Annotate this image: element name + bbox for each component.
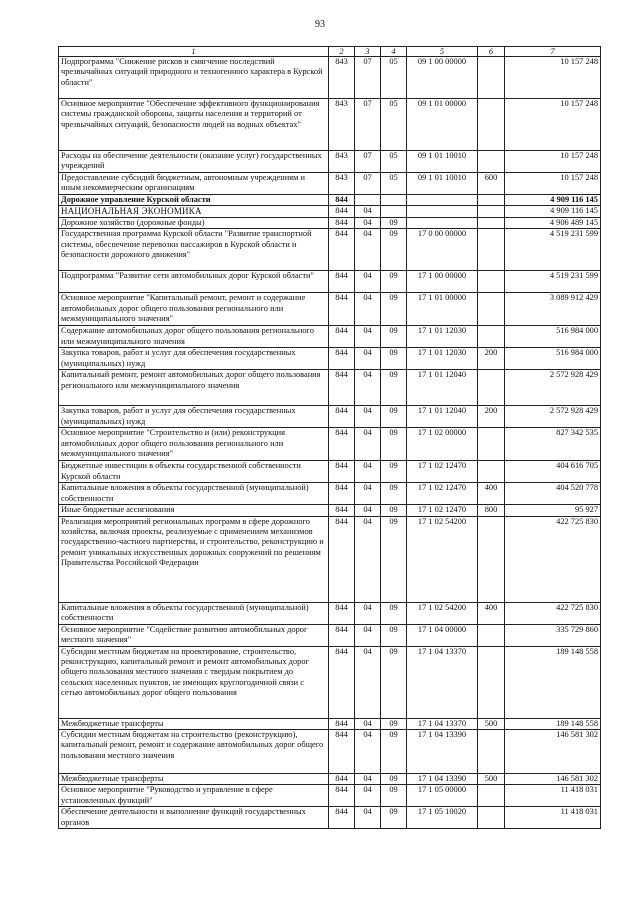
row-target-article: 17 1 01 12030 xyxy=(407,326,478,348)
table-body xyxy=(59,57,601,829)
row-chapter-code: 844 xyxy=(329,730,355,774)
table-row xyxy=(59,516,601,602)
row-name: Подпрограмма "Снижение рисков и смягчение последствий чрезвычайных ситуаций природного и техногенного характера в Курской области" xyxy=(59,57,329,99)
row-expense-type xyxy=(478,370,505,406)
row-amount: 404 520 778 xyxy=(505,483,601,505)
row-amount: 95 927 xyxy=(505,505,601,516)
row-amount: 4 519 231 599 xyxy=(505,229,601,271)
row-amount: 11 418 031 xyxy=(505,807,601,829)
row-amount: 4 909 116 145 xyxy=(505,206,601,217)
row-subsection-code: 09 xyxy=(381,428,407,461)
row-section-code: 04 xyxy=(355,807,381,829)
row-chapter-code: 843 xyxy=(329,99,355,151)
table-row xyxy=(59,173,601,195)
row-section-code: 04 xyxy=(355,718,381,729)
row-expense-type xyxy=(478,57,505,99)
row-chapter-code: 844 xyxy=(329,326,355,348)
row-subsection-code: 09 xyxy=(381,271,407,293)
row-subsection-code: 09 xyxy=(381,774,407,785)
row-expense-type xyxy=(478,785,505,807)
row-subsection-code: 09 xyxy=(381,217,407,228)
row-expense-type xyxy=(478,624,505,646)
row-amount: 11 418 031 xyxy=(505,785,601,807)
row-amount: 4 906 489 145 xyxy=(505,217,601,228)
table-row xyxy=(59,428,601,461)
row-subsection-code: 09 xyxy=(381,602,407,624)
table-row xyxy=(59,624,601,646)
table-row xyxy=(59,406,601,428)
row-section-code: 04 xyxy=(355,293,381,326)
row-target-article: 09 1 00 00000 xyxy=(407,57,478,99)
header-col-1: 1 xyxy=(59,47,329,57)
table-row xyxy=(59,271,601,293)
row-name: Основное мероприятие "Капитальный ремонт, ремонт и содержание автомобильных дорог общего пользования регионального или межмуниципального значения" xyxy=(59,293,329,326)
row-target-article: 09 1 01 00000 xyxy=(407,99,478,151)
row-section-code: 04 xyxy=(355,461,381,483)
header-col-6: 6 xyxy=(478,47,505,57)
row-section-code: 04 xyxy=(355,483,381,505)
row-amount: 516 984 000 xyxy=(505,326,601,348)
row-subsection-code xyxy=(381,206,407,217)
row-chapter-code: 844 xyxy=(329,271,355,293)
row-name: Обеспечение деятельности и выполнение функций государственных органов xyxy=(59,807,329,829)
row-chapter-code: 844 xyxy=(329,428,355,461)
row-section-code: 04 xyxy=(355,730,381,774)
row-name: Капитальные вложения в объекты государственной (муниципальной) собственности xyxy=(59,602,329,624)
row-target-article: 17 1 05 00000 xyxy=(407,785,478,807)
row-target-article: 17 1 01 12040 xyxy=(407,370,478,406)
table-row xyxy=(59,461,601,483)
row-name: Государственная программа Курской области "Развитие транспортной системы, обеспечение перевозки пассажиров в Курской области и безопасности дорожного движения" xyxy=(59,229,329,271)
row-amount: 10 157 248 xyxy=(505,99,601,151)
row-name: Межбюджетные трансферты xyxy=(59,774,329,785)
row-chapter-code: 844 xyxy=(329,293,355,326)
row-chapter-code: 844 xyxy=(329,406,355,428)
row-expense-type: 500 xyxy=(478,774,505,785)
row-name: НАЦИОНАЛЬНАЯ ЭКОНОМИКА xyxy=(59,206,329,217)
page-number: 93 xyxy=(315,19,325,30)
row-section-code: 07 xyxy=(355,173,381,195)
row-chapter-code: 844 xyxy=(329,505,355,516)
row-expense-type xyxy=(478,99,505,151)
header-col-2: 2 xyxy=(329,47,355,57)
row-section-code: 04 xyxy=(355,624,381,646)
row-amount: 10 157 248 xyxy=(505,151,601,173)
row-name: Содержание автомобильных дорог общего пользования регионального или межмуниципального значения xyxy=(59,326,329,348)
row-target-article: 17 1 02 12470 xyxy=(407,505,478,516)
row-target-article: 09 1 01 10010 xyxy=(407,151,478,173)
row-target-article: 17 1 04 13390 xyxy=(407,774,478,785)
row-expense-type: 500 xyxy=(478,718,505,729)
row-expense-type xyxy=(478,151,505,173)
table-row xyxy=(59,718,601,729)
row-amount: 404 616 705 xyxy=(505,461,601,483)
row-chapter-code: 843 xyxy=(329,151,355,173)
row-chapter-code: 844 xyxy=(329,229,355,271)
row-subsection-code: 05 xyxy=(381,99,407,151)
row-subsection-code: 05 xyxy=(381,57,407,99)
table-row xyxy=(59,99,601,151)
row-name: Закупка товаров, работ и услуг для обеспечения государственных (муниципальных) нужд xyxy=(59,406,329,428)
row-section-code: 07 xyxy=(355,151,381,173)
row-name: Закупка товаров, работ и услуг для обеспечения государственных (муниципальных) нужд xyxy=(59,348,329,370)
row-subsection-code: 09 xyxy=(381,718,407,729)
row-expense-type xyxy=(478,217,505,228)
row-amount: 516 984 000 xyxy=(505,348,601,370)
row-name: Основное мероприятие "Строительство и (или) реконструкция автомобильных дорог общего пользования регионального или межмуниципального значения" xyxy=(59,428,329,461)
row-section-code: 04 xyxy=(355,348,381,370)
table-row xyxy=(59,293,601,326)
row-subsection-code: 05 xyxy=(381,173,407,195)
row-subsection-code: 09 xyxy=(381,229,407,271)
row-target-article: 17 1 04 13370 xyxy=(407,718,478,729)
row-name: Основное мероприятие "Руководство и управление в сфере установленных функций" xyxy=(59,785,329,807)
row-section-code: 04 xyxy=(355,505,381,516)
table-row xyxy=(59,807,601,829)
row-subsection-code xyxy=(381,195,407,206)
table-row xyxy=(59,483,601,505)
row-section-code: 04 xyxy=(355,602,381,624)
table-row xyxy=(59,785,601,807)
row-expense-type xyxy=(478,229,505,271)
row-expense-type xyxy=(478,293,505,326)
row-subsection-code: 05 xyxy=(381,151,407,173)
row-name: Бюджетные инвестиции в объекты государственной собственности Курской области xyxy=(59,461,329,483)
row-expense-type xyxy=(478,271,505,293)
row-section-code: 04 xyxy=(355,785,381,807)
row-name: Подпрограмма "Развитие сети автомобильных дорог Курской области" xyxy=(59,271,329,293)
row-section-code: 07 xyxy=(355,99,381,151)
table-row xyxy=(59,195,601,206)
row-subsection-code: 09 xyxy=(381,483,407,505)
table-row xyxy=(59,326,601,348)
row-amount: 10 157 248 xyxy=(505,173,601,195)
row-chapter-code: 844 xyxy=(329,785,355,807)
row-target-article: 17 1 01 00000 xyxy=(407,293,478,326)
row-section-code: 04 xyxy=(355,370,381,406)
row-name: Основное мероприятие "Содействие развитию автомобильных дорог местного значения" xyxy=(59,624,329,646)
row-expense-type xyxy=(478,326,505,348)
row-subsection-code: 09 xyxy=(381,505,407,516)
row-chapter-code: 844 xyxy=(329,206,355,217)
row-subsection-code: 09 xyxy=(381,348,407,370)
row-expense-type xyxy=(478,807,505,829)
row-target-article: 17 1 02 12470 xyxy=(407,461,478,483)
row-expense-type xyxy=(478,646,505,718)
row-amount: 4 519 231 599 xyxy=(505,271,601,293)
row-amount: 146 581 302 xyxy=(505,730,601,774)
row-section-code xyxy=(355,195,381,206)
row-subsection-code: 09 xyxy=(381,730,407,774)
row-amount: 827 342 535 xyxy=(505,428,601,461)
row-amount: 422 725 830 xyxy=(505,602,601,624)
row-amount: 4 909 116 145 xyxy=(505,195,601,206)
row-target-article: 17 1 04 13390 xyxy=(407,730,478,774)
row-target-article xyxy=(407,195,478,206)
row-target-article: 17 1 01 12030 xyxy=(407,348,478,370)
row-amount: 10 157 248 xyxy=(505,57,601,99)
row-target-article: 17 1 02 00000 xyxy=(407,428,478,461)
row-chapter-code: 844 xyxy=(329,624,355,646)
row-target-article: 17 1 00 00000 xyxy=(407,271,478,293)
row-name: Расходы на обеспечение деятельности (оказание услуг) государственных учреждений xyxy=(59,151,329,173)
row-subsection-code: 09 xyxy=(381,406,407,428)
header-col-7: 7 xyxy=(505,47,601,57)
row-expense-type: 200 xyxy=(478,406,505,428)
header-col-3: 3 xyxy=(355,47,381,57)
row-amount: 335 729 860 xyxy=(505,624,601,646)
table-header-row xyxy=(59,47,601,57)
row-subsection-code: 09 xyxy=(381,646,407,718)
row-chapter-code: 844 xyxy=(329,370,355,406)
row-chapter-code: 844 xyxy=(329,774,355,785)
row-expense-type xyxy=(478,206,505,217)
row-subsection-code: 09 xyxy=(381,370,407,406)
row-expense-type: 400 xyxy=(478,602,505,624)
header-col-4: 4 xyxy=(381,47,407,57)
row-section-code: 04 xyxy=(355,206,381,217)
table-row xyxy=(59,602,601,624)
row-subsection-code: 09 xyxy=(381,807,407,829)
table-row xyxy=(59,57,601,99)
row-target-article xyxy=(407,206,478,217)
row-section-code: 04 xyxy=(355,774,381,785)
row-amount: 3 089 912 429 xyxy=(505,293,601,326)
row-section-code: 04 xyxy=(355,229,381,271)
table-row xyxy=(59,730,601,774)
row-section-code: 04 xyxy=(355,406,381,428)
row-name: Капитальный ремонт, ремонт автомобильных дорог общего пользования регионального или межмуниципального значения xyxy=(59,370,329,406)
row-target-article xyxy=(407,217,478,228)
row-name: Капитальные вложения в объекты государственной (муниципальной) собственности xyxy=(59,483,329,505)
row-name: Дорожное управление Курской области xyxy=(59,195,329,206)
row-amount: 2 572 928 429 xyxy=(505,406,601,428)
row-amount: 146 581 302 xyxy=(505,774,601,785)
row-subsection-code: 09 xyxy=(381,293,407,326)
row-chapter-code: 844 xyxy=(329,348,355,370)
row-expense-type: 800 xyxy=(478,505,505,516)
table-row xyxy=(59,646,601,718)
table-row xyxy=(59,229,601,271)
row-chapter-code: 844 xyxy=(329,195,355,206)
row-amount: 2 572 928 429 xyxy=(505,370,601,406)
row-expense-type xyxy=(478,461,505,483)
row-expense-type: 600 xyxy=(478,173,505,195)
row-name: Реализация мероприятий региональных программ в сфере дорожного хозяйства, включая проекты, реализуемые с применением механизмов государственно-частного партнерства, и строительство, реконструкцию и ремонт уникальных искусственных дорожных сооружений по решениям Правительства Российской Федерации xyxy=(59,516,329,602)
row-subsection-code: 09 xyxy=(381,326,407,348)
row-chapter-code: 844 xyxy=(329,483,355,505)
table-row xyxy=(59,151,601,173)
row-name: Дорожное хозяйство (дорожные фонды) xyxy=(59,217,329,228)
row-section-code: 04 xyxy=(355,271,381,293)
row-chapter-code: 844 xyxy=(329,461,355,483)
row-expense-type: 400 xyxy=(478,483,505,505)
row-chapter-code: 843 xyxy=(329,173,355,195)
row-subsection-code: 09 xyxy=(381,624,407,646)
row-amount: 189 148 558 xyxy=(505,718,601,729)
table-row xyxy=(59,348,601,370)
row-target-article: 17 1 01 12040 xyxy=(407,406,478,428)
row-target-article: 09 1 01 10010 xyxy=(407,173,478,195)
row-amount: 422 725 830 xyxy=(505,516,601,602)
row-name: Межбюджетные трансферты xyxy=(59,718,329,729)
row-chapter-code: 844 xyxy=(329,602,355,624)
row-target-article: 17 1 05 10020 xyxy=(407,807,478,829)
header-col-5: 5 xyxy=(407,47,478,57)
row-amount: 189 148 558 xyxy=(505,646,601,718)
row-name: Предоставление субсидий бюджетным, автономным учреждениям и иным некоммерческим организациям xyxy=(59,173,329,195)
row-section-code: 04 xyxy=(355,516,381,602)
table-row xyxy=(59,370,601,406)
row-name: Основное мероприятие "Обеспечение эффективного функционирования системы гражданской обороны, защиты населения и территорий от чрезвычайных ситуаций, безопасности людей на водных объектах" xyxy=(59,99,329,151)
row-section-code: 04 xyxy=(355,646,381,718)
row-target-article: 17 1 04 13370 xyxy=(407,646,478,718)
row-section-code: 04 xyxy=(355,326,381,348)
row-expense-type xyxy=(478,428,505,461)
row-chapter-code: 844 xyxy=(329,516,355,602)
row-target-article: 17 0 00 00000 xyxy=(407,229,478,271)
row-chapter-code: 844 xyxy=(329,718,355,729)
budget-table xyxy=(58,46,601,829)
row-section-code: 07 xyxy=(355,57,381,99)
table-row xyxy=(59,774,601,785)
row-target-article: 17 1 02 54200 xyxy=(407,516,478,602)
row-expense-type xyxy=(478,195,505,206)
table-row xyxy=(59,206,601,217)
table-row xyxy=(59,217,601,228)
row-expense-type: 200 xyxy=(478,348,505,370)
row-chapter-code: 843 xyxy=(329,57,355,99)
row-target-article: 17 1 02 54200 xyxy=(407,602,478,624)
row-subsection-code: 09 xyxy=(381,785,407,807)
table-row xyxy=(59,505,601,516)
row-name: Субсидии местным бюджетам на строительство (реконструкцию), капитальный ремонт, ремонт и содержание автомобильных дорог общего пользования местного значения xyxy=(59,730,329,774)
row-expense-type xyxy=(478,516,505,602)
row-name: Иные бюджетные ассигнования xyxy=(59,505,329,516)
row-chapter-code: 844 xyxy=(329,217,355,228)
row-expense-type xyxy=(478,730,505,774)
row-name: Субсидии местным бюджетам на проектирование, строительство, реконструкцию, капитальный ремонт и ремонт автомобильных дорог общего пользования местного значения с твердым покрытием до сельских населенных пунктов, не имеющих круглогодичной связи с сетью автомобильных дорог общего пользования xyxy=(59,646,329,718)
row-section-code: 04 xyxy=(355,217,381,228)
row-target-article: 17 1 04 00000 xyxy=(407,624,478,646)
row-target-article: 17 1 02 12470 xyxy=(407,483,478,505)
row-subsection-code: 09 xyxy=(381,461,407,483)
row-section-code: 04 xyxy=(355,428,381,461)
row-chapter-code: 844 xyxy=(329,646,355,718)
row-subsection-code: 09 xyxy=(381,516,407,602)
row-chapter-code: 844 xyxy=(329,807,355,829)
